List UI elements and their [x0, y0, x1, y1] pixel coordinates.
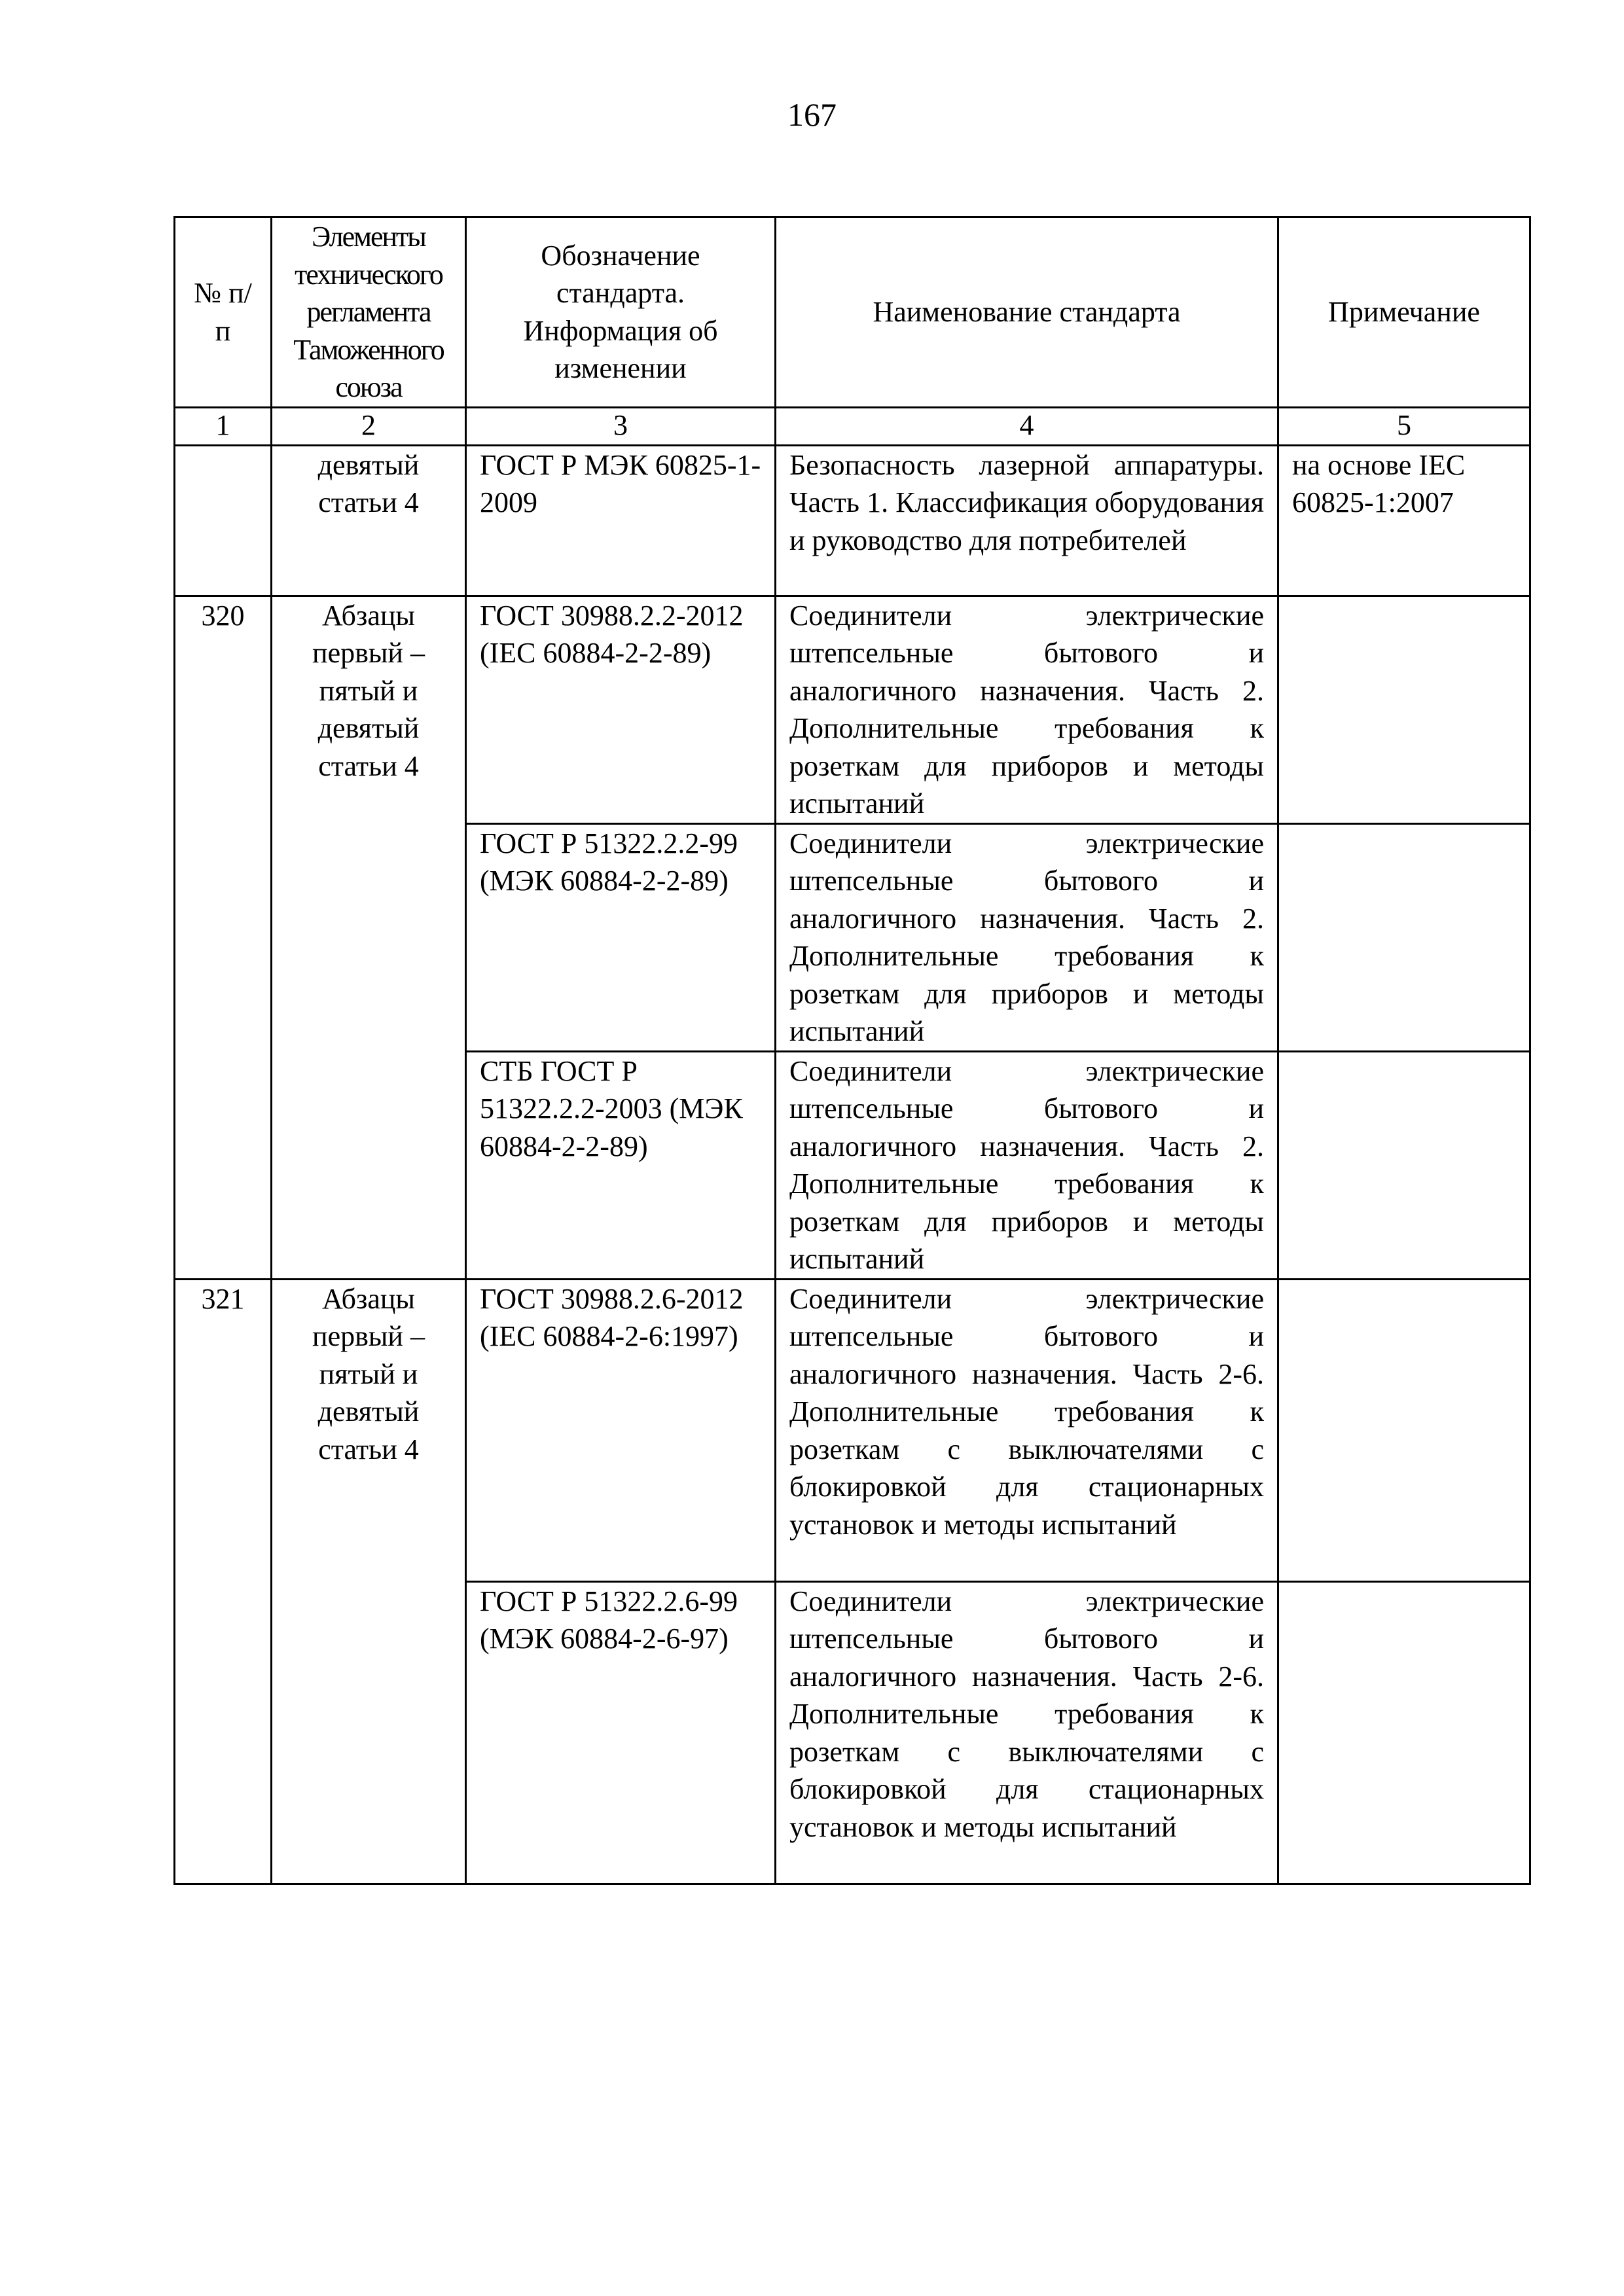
regulation-element: девятый статьи 4 — [272, 445, 466, 596]
column-number: 1 — [175, 407, 272, 445]
note — [1278, 1581, 1530, 1884]
standard-name: Соединители электрические штепсельные бытового и аналогичного назначения. Часть 2. Дополнительные требования к розеткам для приборов и методы испытаний — [776, 596, 1278, 823]
note — [1278, 1279, 1530, 1581]
note: на основе IEC 60825-1:2007 — [1278, 445, 1530, 596]
standards-table — [173, 216, 1531, 1885]
standard-designation: ГОСТ 30988.2.6-2012 (IEC 60884-2-6:1997) — [466, 1279, 776, 1581]
table-row — [175, 596, 1530, 823]
page-number: 167 — [787, 96, 837, 133]
header-number: № п/п — [175, 217, 272, 408]
table-row — [175, 1279, 1530, 1581]
regulation-element: Абзацы первый – пятый и девятый статьи 4 — [272, 1279, 466, 1884]
standard-designation: ГОСТ 30988.2.2-2012 (IEC 60884-2-2-89) — [466, 596, 776, 823]
regulation-element: Абзацы первый – пятый и девятый статьи 4 — [272, 596, 466, 1279]
standard-name: Соединители электрические штепсельные бытового и аналогичного назначения. Часть 2-6. Дополнительные требования к розеткам с выключателями с блокировкой для стационарных установок и методы испытаний — [776, 1581, 1278, 1884]
column-number-row — [175, 407, 1530, 445]
column-number: 4 — [776, 407, 1278, 445]
header-regulation-elements: Элементы технического регламента Таможенного союза — [272, 217, 466, 408]
note — [1278, 1051, 1530, 1279]
row-number: 321 — [175, 1279, 272, 1884]
row-number: 320 — [175, 596, 272, 1279]
standard-name: Соединители электрические штепсельные бытового и аналогичного назначения. Часть 2-6. Дополнительные требования к розеткам с выключателями с блокировкой для стационарных установок и методы испытаний — [776, 1279, 1278, 1581]
standard-designation: СТБ ГОСТ Р 51322.2.2-2003 (МЭК 60884-2-2-89) — [466, 1051, 776, 1279]
header-standard-designation: Обозначение стандарта. Информация об изменении — [466, 217, 776, 408]
column-number: 5 — [1278, 407, 1530, 445]
column-number: 3 — [466, 407, 776, 445]
table-row — [175, 445, 1530, 596]
table-header-row — [175, 217, 1530, 408]
standard-name: Соединители электрические штепсельные бытового и аналогичного назначения. Часть 2. Дополнительные требования к розеткам для приборов и методы испытаний — [776, 1051, 1278, 1279]
note — [1278, 596, 1530, 823]
header-note: Примечание — [1278, 217, 1530, 408]
row-number — [175, 445, 272, 596]
header-standard-name: Наименование стандарта — [776, 217, 1278, 408]
column-number: 2 — [272, 407, 466, 445]
standard-name: Безопасность лазерной аппаратуры. Часть 1. Классификация оборудования и руководство для потребителей — [776, 445, 1278, 596]
standard-designation: ГОСТ Р 51322.2.6-99 (МЭК 60884-2-6-97) — [466, 1581, 776, 1884]
standard-designation: ГОСТ Р 51322.2.2-99 (МЭК 60884-2-2-89) — [466, 823, 776, 1051]
standard-designation: ГОСТ Р МЭК 60825-1-2009 — [466, 445, 776, 596]
note — [1278, 823, 1530, 1051]
standard-name: Соединители электрические штепсельные бытового и аналогичного назначения. Часть 2. Дополнительные требования к розеткам для приборов и методы испытаний — [776, 823, 1278, 1051]
